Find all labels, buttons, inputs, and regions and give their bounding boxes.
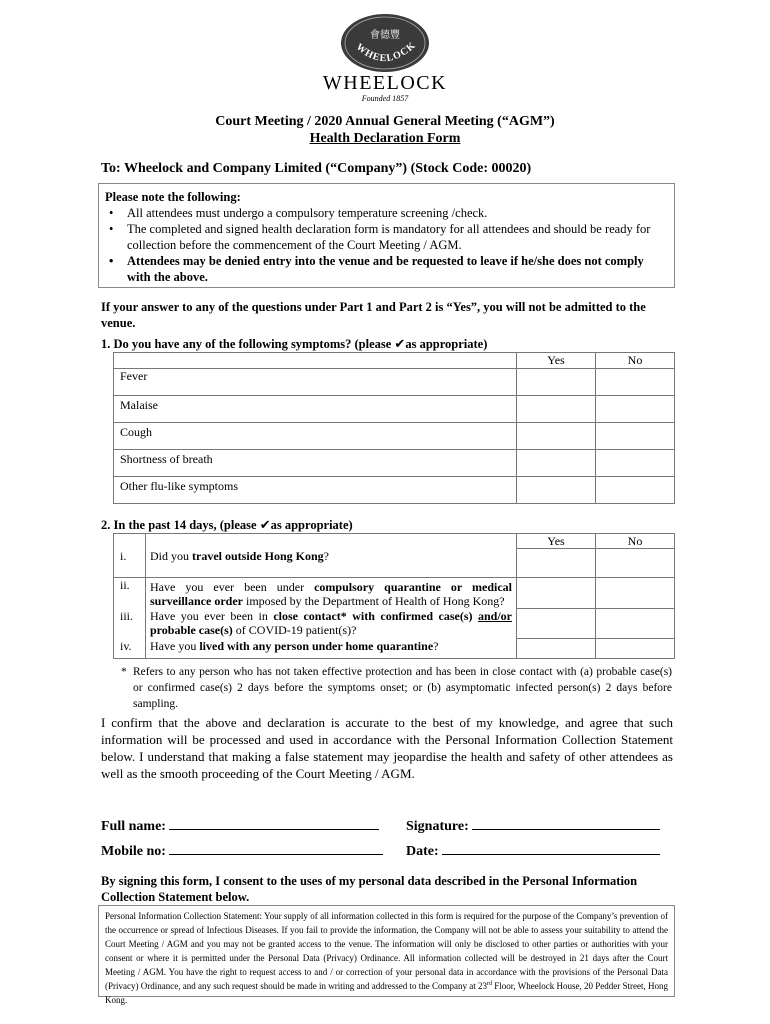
question-number: iii. xyxy=(114,609,146,639)
company-logo xyxy=(0,12,770,104)
notice-box xyxy=(98,183,675,288)
consent-statement: By signing this form, I consent to the uses of my personal data described in the Personal Information Collection Statement below. xyxy=(101,874,638,904)
question-text: Have you lived with any person under home quarantine? xyxy=(146,639,517,659)
table-row xyxy=(114,639,675,659)
signature-field xyxy=(406,815,660,835)
no-checkbox[interactable] xyxy=(596,396,675,423)
logo-founded: Founded 1857 xyxy=(361,94,409,103)
symptom-label: Cough xyxy=(114,423,517,450)
no-checkbox[interactable] xyxy=(596,369,675,396)
table-row xyxy=(114,450,675,477)
table-row xyxy=(114,396,675,423)
wheelock-emblem-icon xyxy=(339,12,431,74)
no-checkbox[interactable] xyxy=(596,450,675,477)
checkmark-icon: ✔ xyxy=(259,517,271,532)
full-name-label: Full name: xyxy=(101,819,166,834)
close-contact-footnote xyxy=(121,664,672,712)
form-title: Court Meeting / 2020 Annual General Meeting (“AGM”) xyxy=(215,114,555,129)
part2-question: 2. In the past 14 days, (please ✔as appropriate) xyxy=(101,517,353,532)
part1-question: 1. Do you have any of the following symptoms? (please ✔as appropriate) xyxy=(101,336,488,351)
logo-wordmark: WHEELOCK xyxy=(322,72,448,94)
symptom-label: Other flu-like symptoms xyxy=(114,477,517,504)
no-checkbox[interactable] xyxy=(596,549,675,578)
question-text: Did you travel outside Hong Kong? xyxy=(146,549,517,578)
question-text: Have you ever been in close contact* with confirmed case(s) and/or probable case(s) of COVID-19 patient(s)? xyxy=(146,609,517,639)
date-field xyxy=(406,840,660,860)
yes-checkbox[interactable] xyxy=(517,578,596,609)
svg-text:WHEELOCK: WHEELOCK xyxy=(353,39,419,65)
symptom-label: Shortness of breath xyxy=(114,450,517,477)
no-checkbox[interactable] xyxy=(596,578,675,609)
full-name-field xyxy=(101,815,379,835)
yes-header: Yes xyxy=(517,534,596,549)
notice-item: • All attendees must undergo a compulsory temperature screening /check. xyxy=(109,206,488,220)
signature-label: Signature: xyxy=(406,819,469,834)
bullet-icon: • xyxy=(109,254,114,268)
admission-warning: If your answer to any of the questions under Part 1 and Part 2 is “Yes”, you will not be admitted to the venue. xyxy=(101,300,646,330)
confirmation-statement: I confirm that the above and declaration is accurate to the best of my knowledge, and agree that such information will be processed and used in accordance with the Personal Information Collection Statement below. I understand that making a false statement may jeopardise the health and safety of other attendees as well as the smooth proceeding of the Court Meeting / AGM. xyxy=(101,715,673,781)
no-checkbox[interactable] xyxy=(596,609,675,639)
mobile-field xyxy=(101,840,383,860)
table-row xyxy=(114,423,675,450)
table-row xyxy=(114,549,675,578)
yes-checkbox[interactable] xyxy=(517,639,596,659)
date-input[interactable] xyxy=(442,840,660,855)
footnote-text: Refers to any person who has not taken effective protection and has been in close contact with (a) probable case(s) or confirmed case(s) 2 days before the symptoms onset; or (b) asymptomatic infected person(s) 2 days before sampling. xyxy=(133,666,672,710)
svg-text:會德豐: 會德豐 xyxy=(370,30,400,41)
full-name-input[interactable] xyxy=(169,815,379,830)
notice-item: • Attendees may be denied entry into the venue and be requested to leave if he/she does not comply with the above. xyxy=(109,254,644,284)
yes-header: Yes xyxy=(517,353,596,369)
notice-list xyxy=(105,205,668,285)
table-row xyxy=(114,369,675,396)
no-checkbox[interactable] xyxy=(596,477,675,504)
travel-table xyxy=(113,533,675,659)
table-row xyxy=(114,578,675,609)
yes-checkbox[interactable] xyxy=(517,396,596,423)
yes-checkbox[interactable] xyxy=(517,423,596,450)
question-number: ii. xyxy=(114,578,146,609)
table-row xyxy=(114,609,675,639)
table-row xyxy=(114,477,675,504)
symptom-label: Malaise xyxy=(114,396,517,423)
no-header: No xyxy=(596,353,675,369)
checkmark-icon: ✔ xyxy=(394,336,406,351)
no-header: No xyxy=(596,534,675,549)
symptoms-table xyxy=(113,352,675,504)
symptom-label: Fever xyxy=(114,369,517,396)
mobile-input[interactable] xyxy=(169,840,383,855)
form-subtitle: Health Declaration Form xyxy=(309,131,461,146)
signature-input[interactable] xyxy=(472,815,660,830)
yes-checkbox[interactable] xyxy=(517,450,596,477)
question-number: i. xyxy=(114,549,146,578)
yes-checkbox[interactable] xyxy=(517,369,596,396)
footnote-marker: * xyxy=(121,666,127,678)
yes-checkbox[interactable] xyxy=(517,477,596,504)
notice-heading: Please note the following: xyxy=(105,190,241,204)
no-checkbox[interactable] xyxy=(596,423,675,450)
question-text: Have you ever been under compulsory quarantine or medical surveillance order imposed by the Department of Health of Hong Kong? xyxy=(146,578,517,609)
addressee-line: To: Wheelock and Company Limited (“Company”) (Stock Code: 00020) xyxy=(101,161,532,176)
bullet-icon: • xyxy=(109,222,114,236)
yes-checkbox[interactable] xyxy=(517,549,596,578)
bullet-icon: • xyxy=(109,206,114,220)
yes-checkbox[interactable] xyxy=(517,609,596,639)
notice-item: • The completed and signed health declaration form is mandatory for all attendees and should be ready for collection before the commencement of the Court Meeting / AGM. xyxy=(109,222,651,252)
date-label: Date: xyxy=(406,844,439,859)
personal-info-collection-statement: Personal Information Collection Statement: Your supply of all information collected in this form is required for the purpose of the Company’s prevention of the occurrence or spread of Infectious Diseases. If you fail to provide the information, the Company will not be able to assess your suitability to attend the Court Meeting / AGM and you may not be granted access to the venue. The information will only be disclosed to other parties or authorities with your consent or where it is permitted under the Personal Data (Privacy) Ordinance. All information collected will be destroyed in 21 days after the Court Meeting / AGM. You have the right to request access to and / or correction of your personal data in accordance with the provisions of the Personal Data (Privacy) Ordinance, and any such request should be made in writing and addressed to the Company at 23rd Floor, Wheelock House, 20 Pedder Street, Hong Kong. xyxy=(98,905,675,997)
mobile-label: Mobile no: xyxy=(101,844,166,859)
no-checkbox[interactable] xyxy=(596,639,675,659)
question-number: iv. xyxy=(114,639,146,659)
